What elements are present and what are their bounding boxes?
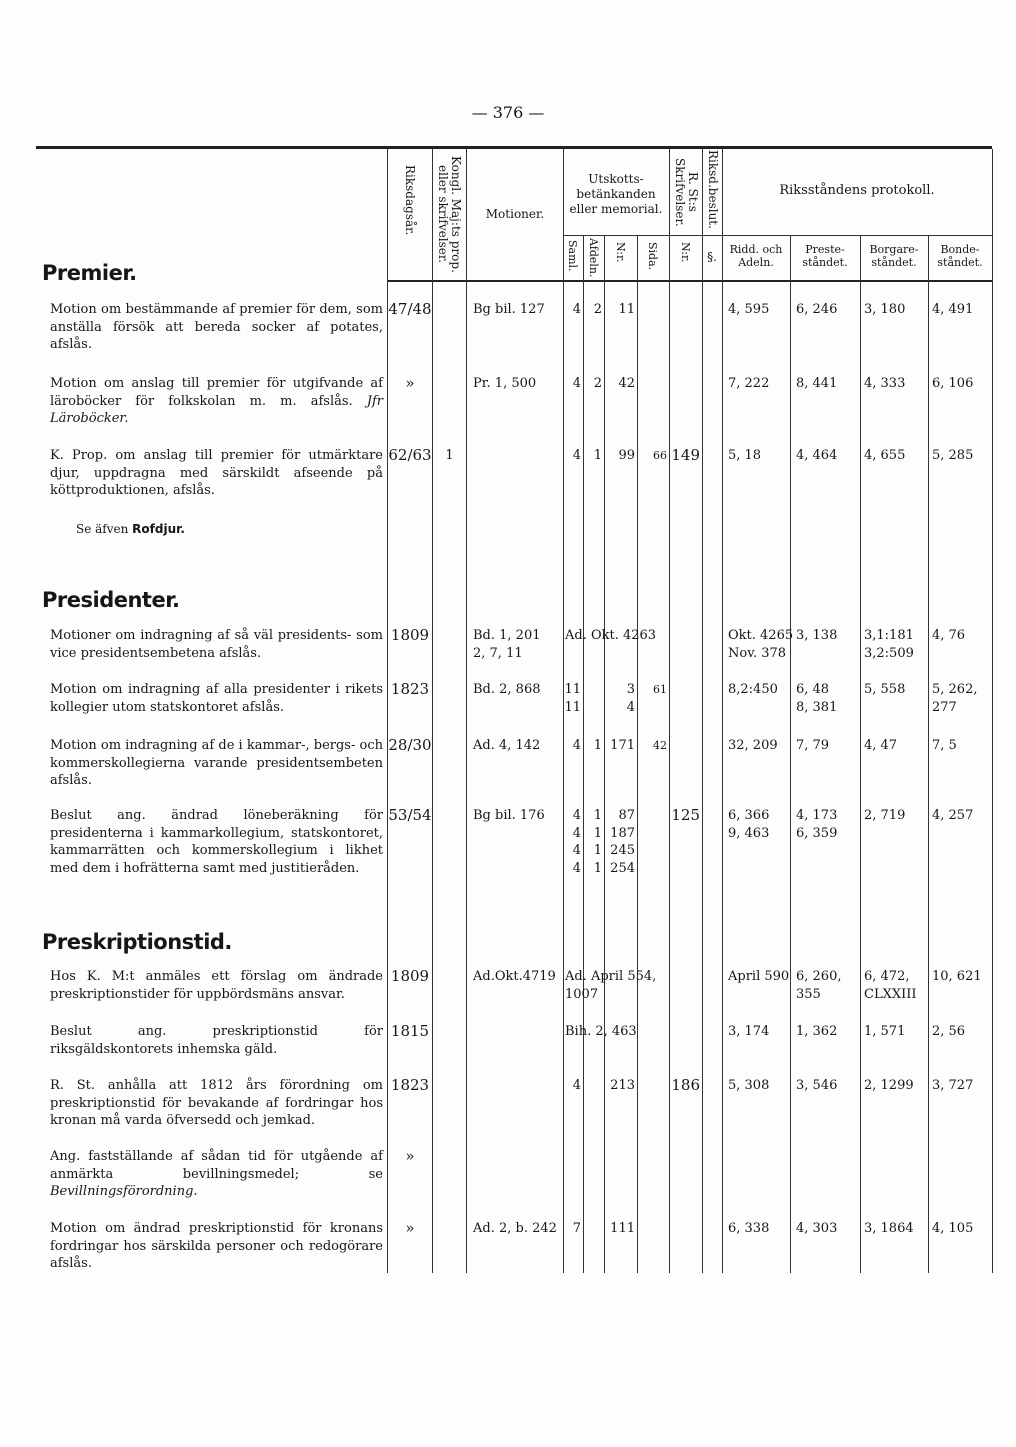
ridderskap-cell: April 590 (728, 969, 790, 984)
col-rule-right (992, 149, 993, 1273)
samling-cell: 11 (564, 682, 581, 697)
presteskap-cell: 6, 359 (796, 825, 838, 841)
entry-description-text: Motion om ändrad preskriptionstid för kronans fordringar hos särskilda personer och redogörare afslås. (50, 1221, 383, 1271)
ridderskap-cell: 4, 595 (728, 302, 770, 317)
entry-description (50, 447, 383, 500)
ridderskap-cell: 9, 463 (728, 825, 770, 841)
nummer-cell: 171 (610, 738, 635, 753)
header-prest: Preste- ståndet. (802, 243, 848, 269)
col-rule-year (432, 149, 433, 1273)
header-sida: Sida. (646, 242, 659, 271)
bondestand-cell: 3, 727 (932, 1078, 974, 1093)
bondestand-cell: 4, 76 (932, 628, 966, 643)
samling-cell: 4 (572, 738, 581, 753)
ridderskap-cell: Okt. 4265 (728, 628, 794, 643)
afdelning-cell: 1 (593, 448, 602, 463)
bondestand-cell: 10, 621 (932, 969, 982, 984)
entry-description-text: Motion om indragning af de i kammar-, bergs- och kommerskollegierna varande presidentsembeten afslås. (50, 738, 383, 788)
borgerskap-cell: 3,2:509 (864, 645, 914, 661)
riksdagsar-cell: » (405, 1147, 415, 1165)
header-riksdagsar: Riksdagsår. (403, 165, 417, 236)
borgerskap-cell: 5, 558 (864, 682, 906, 697)
presteskap-cell: 1, 362 (796, 1024, 838, 1039)
bondestand-cell: 4, 491 (932, 302, 974, 317)
borgerskap-cell: 3, 1864 (864, 1221, 914, 1236)
header-nr2: N:r. (679, 242, 692, 263)
riksdagsar-cell: 1809 (390, 626, 430, 644)
borgerskap-cell: CLXXIII (864, 986, 917, 1002)
ridderskap-cell: 6, 366 (728, 808, 770, 823)
motion-ref-cell: Bd. 1, 201 (473, 628, 541, 643)
header-ridd: Ridd. och Adeln. (729, 243, 783, 269)
header-bond: Bonde- ståndet. (937, 243, 983, 269)
samling-cell: 7 (572, 1221, 581, 1236)
riksdagsar-cell: 53/54 (388, 806, 432, 824)
header-motioner: Motioner. (485, 207, 545, 221)
protokoll-sub-rule (722, 235, 992, 236)
entry-description-text: Motion om anslag till premier för utgifvande af läroböcker för folkskolan m. m. afslås. (50, 376, 383, 409)
nummer-cell: 245 (610, 843, 635, 858)
borgerskap-cell: 4, 333 (864, 376, 906, 391)
riksdagsar-cell: 28/30 (388, 736, 432, 754)
nummer-cell: 111 (610, 1221, 635, 1236)
rst-sub-rule (669, 235, 722, 236)
utskott-sub-rule (563, 235, 669, 236)
nummer-cell: 4 (626, 699, 635, 715)
section-heading-preskription: Preskriptionstid. (42, 930, 232, 954)
header-borg: Borgare- ståndet. (869, 243, 919, 269)
header-riksd-beslut: Riksd.beslut. (706, 150, 720, 229)
motion-ref-cell: Ad. 2, b. 242 (473, 1221, 557, 1236)
entry-description (50, 737, 383, 790)
presteskap-cell: 3, 546 (796, 1078, 838, 1093)
utskott-span-cell: 1007 (565, 986, 599, 1002)
riksdagsar-cell: 1815 (390, 1022, 430, 1040)
bondestand-cell: 7, 5 (932, 738, 957, 753)
see-also-ref: Rofdjur. (132, 522, 185, 536)
sida-cell: 42 (653, 739, 667, 752)
riksdagsar-cell: 47/48 (388, 300, 432, 318)
presteskap-cell: 8, 381 (796, 699, 838, 715)
afdelning-cell: 1 (593, 860, 602, 876)
header-afdeln: Afdeln. (587, 238, 600, 278)
presteskap-cell: 4, 303 (796, 1221, 838, 1236)
samling-cell: 4 (572, 376, 581, 391)
samling-cell: 4 (572, 808, 581, 823)
header-rst-skrifv: R. St:s Skrifvelser. (673, 157, 700, 227)
col-rule-rst (702, 149, 703, 1273)
motion-ref-cell: Bg bil. 127 (473, 302, 545, 317)
samling-cell: 4 (572, 448, 581, 463)
borgerskap-cell: 3, 180 (864, 302, 906, 317)
nummer-cell: 187 (610, 825, 635, 841)
motion-ref-cell: Ad.Okt.4719 (473, 969, 556, 984)
borgerskap-cell: 4, 655 (864, 448, 906, 463)
samling-cell: 4 (572, 302, 581, 317)
entry-description-text: Beslut ang. ändrad löneberäkning för presidenterna i kammarkollegium, statskontoret, kammarrätten och kommerskollegium i likhet med dem i hofrätterna samt med justitieråden. (50, 808, 383, 876)
nummer-cell: 254 (610, 860, 635, 876)
header-protokoll: Riksståndens protokoll. (779, 183, 935, 198)
header-utskott: Utskotts- betänkanden eller memorial. (569, 172, 663, 216)
entry-description-text: Hos K. M:t anmäles ett förslag om ändrade preskriptionstider för uppbördsmäns ansvar. (50, 969, 383, 1002)
entry-description-text: Motioner om indragning af så väl presidents- som vice presidentsembetena afslås. (50, 628, 383, 661)
entry-description (50, 968, 383, 1003)
presteskap-cell: 4, 464 (796, 448, 838, 463)
riksdagsar-cell: 1809 (390, 967, 430, 985)
borgerskap-cell: 4, 47 (864, 738, 898, 753)
nummer-cell: 99 (618, 448, 635, 463)
borgerskap-cell: 2, 1299 (864, 1078, 914, 1093)
sida-cell: 61 (653, 683, 667, 696)
samling-cell: 4 (572, 825, 581, 841)
entry-description-text: R. St. anhålla att 1812 års förordning om preskriptionstid för bevakande af fordringar hos kronan må varda öfversedd och jemkad. (50, 1078, 383, 1128)
entry-cross-reference: Jfr Läroböcker. (50, 393, 383, 426)
riksdagsar-cell: 1823 (390, 1076, 430, 1094)
bondestand-cell: 5, 262, (932, 682, 978, 697)
ridderskap-cell: 3, 174 (728, 1024, 770, 1039)
samling-cell: 4 (572, 860, 581, 876)
entry-description (50, 301, 383, 354)
entry-description-text: Ang. fastställande af sådan tid för utgående af anmärkta bevillningsmedel; se (50, 1149, 383, 1182)
presteskap-cell: 6, 48 (796, 682, 830, 697)
sida-cell: 66 (653, 449, 667, 462)
see-also-prefix: Se äfven (76, 522, 129, 536)
header-kongl: Kongl. Maj:ts prop. eller skrifvelser. (436, 155, 463, 273)
ridderskap-cell: 8,2:450 (728, 682, 778, 697)
header-nr: N:r. (614, 242, 627, 263)
entry-description (50, 627, 383, 662)
entry-cross-reference: Bevillningsförordning. (50, 1184, 198, 1199)
entry-description (50, 375, 383, 428)
col-rule-utsk (669, 149, 670, 1273)
entry-description (50, 681, 383, 716)
entry-description (50, 1077, 383, 1130)
afdelning-cell: 1 (593, 843, 602, 858)
samling-cell: 4 (572, 843, 581, 858)
ridderskap-cell: 7, 222 (728, 376, 770, 391)
header-samll: Saml. (566, 240, 579, 272)
motion-ref-cell: Ad. 4, 142 (473, 738, 541, 753)
nummer-cell: 11 (618, 302, 635, 317)
presteskap-cell: 3, 138 (796, 628, 838, 643)
utskott-span-cell: Ad. Okt. 4263 (565, 628, 657, 643)
samling-cell: 11 (564, 699, 581, 715)
afdelning-cell: 2 (593, 302, 602, 317)
presteskap-cell: 4, 173 (796, 808, 838, 823)
bondestand-cell: 5, 285 (932, 448, 974, 463)
motion-ref-cell: 2, 7, 11 (473, 645, 523, 661)
borgerskap-cell: 2, 719 (864, 808, 906, 823)
section-heading-presidenter: Presidenter. (42, 588, 180, 612)
entry-description (50, 1148, 383, 1201)
section-heading-premier: Premier. (42, 261, 137, 285)
presteskap-cell: 7, 79 (796, 738, 830, 753)
rst-skrifvelse-cell: 125 (671, 806, 700, 824)
presteskap-cell: 6, 260, (796, 969, 842, 984)
rst-skrifvelse-cell: 186 (671, 1076, 700, 1094)
kongl-prop-cell: 1 (445, 448, 454, 463)
afdelning-cell: 1 (593, 808, 602, 823)
rst-skrifvelse-cell: 149 (671, 446, 700, 464)
table-header-rule (387, 280, 992, 282)
riksdagsar-cell: 62/63 (388, 446, 432, 464)
bondestand-cell: 4, 105 (932, 1221, 974, 1236)
utskott-span-cell: Ad. April 554, (565, 969, 657, 984)
entry-description (50, 807, 383, 877)
bondestand-cell: 6, 106 (932, 376, 974, 391)
motion-ref-cell: Bg bil. 176 (473, 808, 545, 823)
see-also-note (76, 522, 185, 536)
ridderskap-cell: Nov. 378 (728, 645, 787, 661)
ridderskap-cell: 5, 308 (728, 1078, 770, 1093)
borgerskap-cell: 3,1:181 (864, 628, 914, 643)
entry-description-text: Motion om indragning af alla presidenter i rikets kollegier utom statskontoret afslås. (50, 682, 383, 715)
afdelning-cell: 1 (593, 738, 602, 753)
riksdagsar-cell: » (405, 374, 415, 392)
motion-ref-cell: Pr. 1, 500 (473, 376, 537, 391)
presteskap-cell: 355 (796, 986, 821, 1002)
nummer-cell: 87 (618, 808, 635, 823)
entry-description (50, 1220, 383, 1273)
ridderskap-cell: 6, 338 (728, 1221, 770, 1236)
entry-description-text: Beslut ang. preskriptionstid för riksgäldskontorets inhemska gäld. (50, 1024, 383, 1057)
utskott-span-cell: Bih. 2, 463 (565, 1024, 637, 1039)
samling-cell: 4 (572, 1078, 581, 1093)
page-number: — 376 — (471, 103, 545, 122)
bondestand-cell: 277 (932, 699, 957, 715)
bondestand-cell: 2, 56 (932, 1024, 966, 1039)
borgerskap-cell: 6, 472, (864, 969, 910, 984)
riksdagsar-cell: 1823 (390, 680, 430, 698)
entry-description-text: Motion om bestämmande af premier för dem, som anställa försök att bereda socker af potates, afslås. (50, 302, 383, 352)
presteskap-cell: 6, 246 (796, 302, 838, 317)
entry-description-text: K. Prop. om anslag till premier för utmärktare djur, uppdragna med särskildt afseende på köttproduktionen, afslås. (50, 448, 383, 498)
presteskap-cell: 8, 441 (796, 376, 838, 391)
afdelning-cell: 1 (593, 825, 602, 841)
bondestand-cell: 4, 257 (932, 808, 974, 823)
table-top-rule (36, 146, 992, 149)
ridderskap-cell: 5, 18 (728, 448, 762, 463)
ridderskap-cell: 32, 209 (728, 738, 778, 753)
header-para: §. (707, 250, 717, 264)
afdelning-cell: 2 (593, 376, 602, 391)
entry-description (50, 1023, 383, 1058)
nummer-cell: 42 (618, 376, 635, 391)
nummer-cell: 213 (610, 1078, 635, 1093)
nummer-cell: 3 (626, 682, 635, 697)
borgerskap-cell: 1, 571 (864, 1024, 906, 1039)
motion-ref-cell: Bd. 2, 868 (473, 682, 541, 697)
riksdagsar-cell: » (405, 1219, 415, 1237)
